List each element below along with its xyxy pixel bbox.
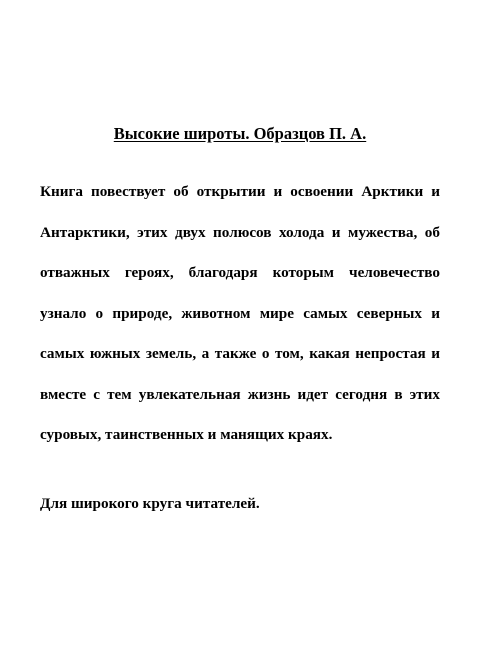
book-annotation: Книга повествует об открытии и освоении Арктики и Антарктики, этих двух полюсов холода и мужества, об отважных героях, благодаря которым человечество узнало о природе, животном мире самых северных и самых южных земель, а также о том, какая непростая и вместе с тем увлекательная жизнь идет сегодня в этих суровых, таинственных и манящих краях. xyxy=(40,183,440,443)
target-audience: Для широкого круга читателей. xyxy=(40,495,260,512)
book-title: Высокие широты. Образцов П. А. xyxy=(113,124,367,143)
